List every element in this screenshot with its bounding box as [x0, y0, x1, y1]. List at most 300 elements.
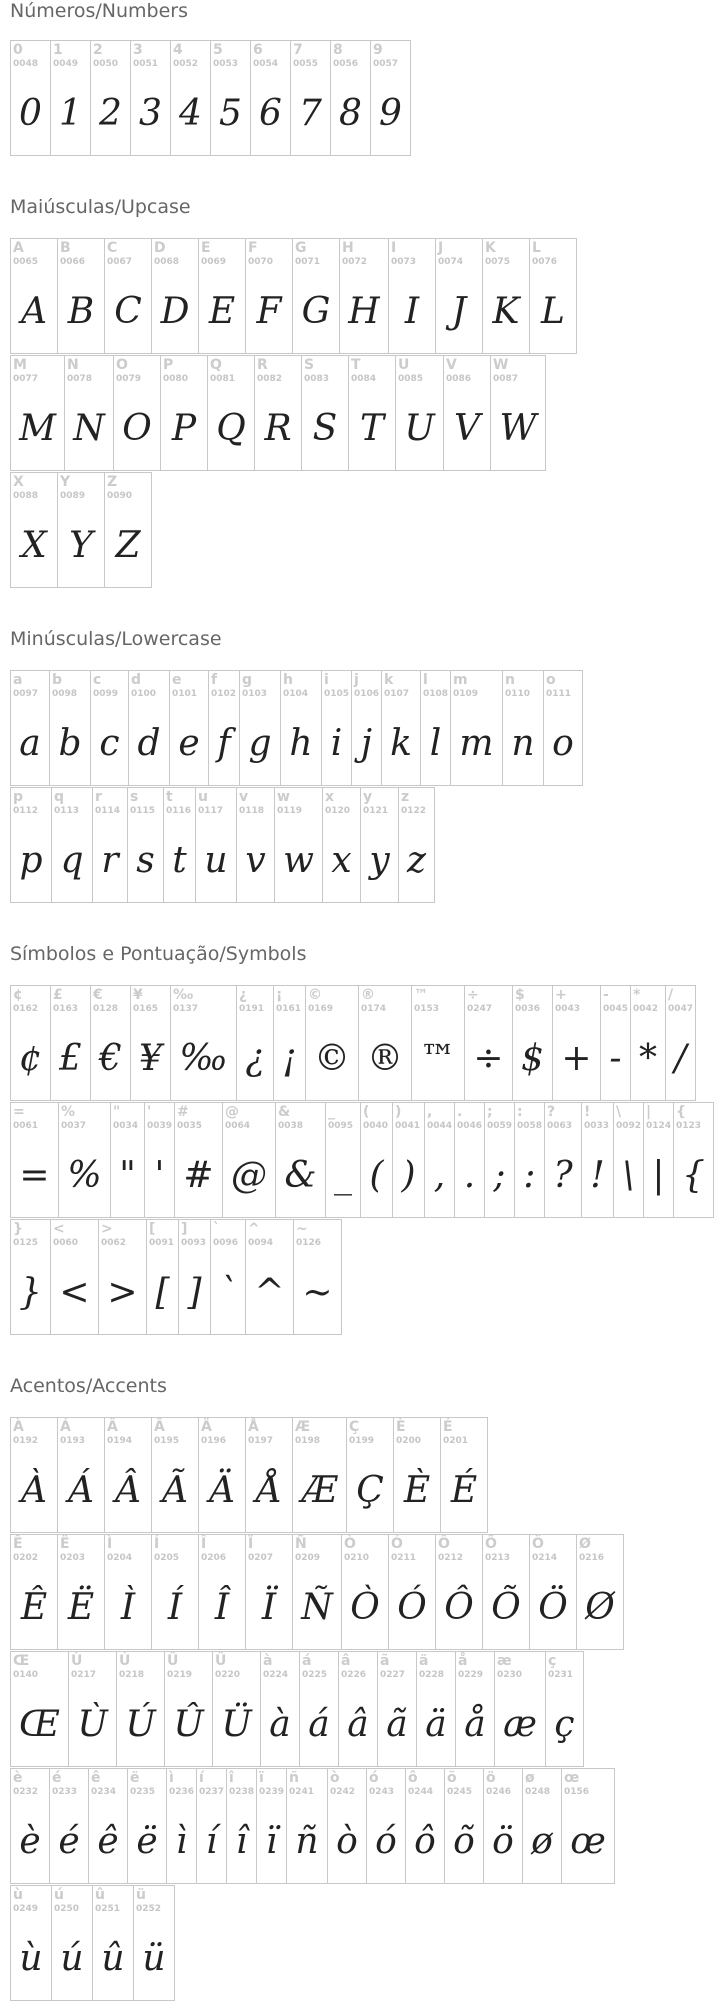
glyph-cell — [113, 355, 161, 471]
glyph-sample: ó — [375, 1821, 397, 1862]
glyph-character-label: j — [354, 672, 359, 688]
glyph-sample: å — [464, 1704, 486, 1745]
glyph-character-label: r — [95, 789, 102, 805]
glyph-sample: l — [429, 723, 442, 764]
glyph-sample: ; — [493, 1155, 506, 1196]
glyph-code-label: 0103 — [242, 689, 268, 699]
glyph-sample: Õ — [491, 1587, 521, 1628]
glyph-code-label: 0218 — [119, 1670, 145, 1680]
glyph-sample: D — [160, 291, 190, 332]
glyph-cell — [543, 670, 583, 786]
glyph-cell — [482, 1534, 530, 1650]
glyph-character-label: Ú — [119, 1653, 131, 1669]
glyph-sample: ¡ — [282, 1038, 297, 1079]
glyph-cell — [327, 1768, 367, 1884]
glyph-character-label: E — [201, 240, 211, 256]
glyph-sample: O — [122, 408, 152, 449]
glyph-cell — [416, 1651, 456, 1767]
glyph-sample: Ê — [20, 1587, 48, 1628]
glyph-sample: Ñ — [301, 1587, 333, 1628]
glyph-sample: m — [459, 723, 494, 764]
glyph-sample: o — [552, 723, 574, 764]
glyph-sample: à — [269, 1704, 291, 1745]
glyph-code-label: 0044 — [427, 1121, 453, 1131]
glyph-character-label: g — [242, 672, 253, 688]
glyph-code-label: 0209 — [295, 1553, 321, 1563]
glyph-code-label: 0062 — [101, 1238, 127, 1248]
glyph-cell — [544, 1102, 582, 1218]
glyph-character-label: ¥ — [133, 987, 143, 1003]
glyph-cell — [10, 1417, 58, 1533]
glyph-cell — [392, 1102, 425, 1218]
glyph-sample: $ — [521, 1038, 544, 1079]
glyph-sample: ã — [386, 1704, 408, 1745]
glyph-code-label: 0124 — [646, 1121, 672, 1131]
glyph-cell — [552, 985, 601, 1101]
glyph-character-label: ò — [330, 1770, 340, 1786]
glyph-code-label: 0057 — [373, 59, 399, 69]
glyph-sample: u — [204, 840, 228, 881]
glyph-code-label: 0070 — [248, 257, 274, 267]
glyph-cell — [222, 1102, 276, 1218]
glyph-code-label: 0047 — [668, 1004, 694, 1014]
glyph-code-label: 0082 — [257, 374, 283, 384]
glyph-sample: { — [682, 1155, 705, 1196]
glyph-code-label: 0203 — [60, 1553, 86, 1563]
glyph-sample: N — [73, 408, 105, 449]
glyph-sample: Ë — [67, 1587, 95, 1628]
section-title: Minúsculas/Lowercase — [10, 628, 222, 650]
glyph-code-label: 0165 — [133, 1004, 159, 1014]
glyph-code-label: 0033 — [584, 1121, 610, 1131]
glyph-character-label: T — [351, 357, 361, 373]
glyph-character-label: | — [646, 1104, 652, 1120]
glyph-code-label: 0109 — [453, 689, 479, 699]
glyph-sample: Ø — [585, 1587, 615, 1628]
glyph-cell — [522, 1768, 562, 1884]
glyph-character-label: B — [60, 240, 71, 256]
glyph-cell — [250, 40, 291, 156]
glyph-code-label: 0094 — [248, 1238, 274, 1248]
glyph-sample: Ã — [162, 1470, 188, 1511]
glyph-sample: 5 — [219, 93, 242, 134]
glyph-character-label: Å — [248, 1419, 259, 1435]
glyph-code-label: 0242 — [330, 1787, 356, 1797]
glyph-code-label: 0092 — [616, 1121, 642, 1131]
glyph-code-label: 0037 — [61, 1121, 87, 1131]
glyph-character-label: u — [198, 789, 208, 805]
glyph-code-label: 0236 — [169, 1787, 195, 1797]
glyph-cell — [360, 1102, 393, 1218]
glyph-sample: Ó — [397, 1587, 427, 1628]
glyph-sample: Ï — [261, 1587, 277, 1628]
glyph-character-label: ) — [395, 1104, 402, 1120]
glyph-code-label: 0115 — [130, 806, 156, 816]
glyph-cell — [170, 985, 237, 1101]
section-numbers — [0, 0, 661, 156]
glyph-cell — [151, 1534, 199, 1650]
glyph-code-label: 0128 — [93, 1004, 119, 1014]
glyph-character-label: # — [177, 1104, 189, 1120]
glyph-cell — [245, 1219, 294, 1335]
glyph-code-label: 0114 — [95, 806, 121, 816]
glyph-code-label: 0211 — [391, 1553, 417, 1563]
glyph-character-label: Û — [167, 1653, 179, 1669]
glyph-sample: õ — [453, 1821, 475, 1862]
glyph-cell — [338, 1651, 378, 1767]
glyph-cell — [10, 238, 58, 354]
glyph-cell — [151, 1417, 199, 1533]
glyph-character-label: ] — [181, 1221, 188, 1237]
glyph-code-label: 0067 — [107, 257, 133, 267]
glyph-character-label: Ü — [215, 1653, 227, 1669]
glyph-cell — [10, 787, 52, 903]
glyph-cell — [275, 1102, 326, 1218]
glyph-sample: d — [137, 723, 161, 764]
glyph-cell — [370, 40, 411, 156]
glyph-cell — [166, 1768, 197, 1884]
glyph-code-label: 0101 — [172, 689, 198, 699]
glyph-code-label: 0049 — [53, 59, 79, 69]
glyph-sample: _ — [334, 1155, 352, 1196]
glyph-code-label: 0113 — [54, 806, 80, 816]
glyph-character-label: i — [324, 672, 329, 688]
glyph-code-label: 0200 — [396, 1436, 422, 1446]
glyph-character-label: b — [52, 672, 63, 688]
glyph-cell — [346, 1417, 394, 1533]
glyph-sample: t — [172, 840, 187, 881]
glyph-cell — [51, 787, 93, 903]
glyph-character-label: % — [61, 1104, 76, 1120]
glyph-code-label: 0096 — [213, 1238, 239, 1248]
section-upcase — [0, 196, 661, 588]
glyph-sample: W — [499, 408, 537, 449]
glyph-cell — [613, 1102, 644, 1218]
glyph-cell — [116, 1651, 165, 1767]
glyph-code-label: 0118 — [239, 806, 265, 816]
glyph-code-label: 0108 — [423, 689, 449, 699]
glyph-cell — [398, 787, 435, 903]
glyph-sample: ‰ — [179, 1038, 228, 1079]
glyph-sample: ç — [554, 1704, 575, 1745]
glyph-character-label: c — [93, 672, 102, 688]
glyph-sample: X — [21, 525, 47, 566]
glyph-cell — [104, 472, 152, 588]
glyph-code-label: 0085 — [398, 374, 424, 384]
glyph-code-label: 0219 — [167, 1670, 193, 1680]
glyph-character-label: Ô — [438, 1536, 450, 1552]
glyph-character-label: € — [93, 987, 103, 1003]
glyph-code-label: 0247 — [467, 1004, 493, 1014]
glyph-code-label: 0230 — [497, 1670, 523, 1680]
glyph-cell — [10, 985, 51, 1101]
glyph-character-label: 9 — [373, 42, 383, 58]
glyph-character-label: J — [438, 240, 444, 256]
glyph-cell — [260, 1651, 300, 1767]
glyph-code-label: 0120 — [325, 806, 351, 816]
glyph-code-label: 0065 — [13, 257, 39, 267]
glyph-sample: Ç — [356, 1470, 384, 1511]
glyph-cell — [207, 355, 255, 471]
glyph-cell — [133, 1885, 175, 2001]
glyph-cell — [127, 1768, 167, 1884]
glyph-code-label: 0068 — [154, 257, 180, 267]
glyph-code-label: 0235 — [130, 1787, 156, 1797]
glyph-code-label: 0248 — [525, 1787, 551, 1797]
glyph-sample: á — [308, 1704, 330, 1745]
glyph-sample: Ô — [444, 1587, 474, 1628]
glyph-code-label: 0197 — [248, 1436, 274, 1446]
glyph-character-label: k — [384, 672, 394, 688]
glyph-cell — [411, 985, 465, 1101]
glyph-sample: é — [58, 1821, 80, 1862]
section-title: Acentos/Accents — [10, 1375, 167, 1397]
glyph-code-label: 0040 — [363, 1121, 389, 1131]
glyph-code-label: 0079 — [116, 374, 142, 384]
glyph-character-label: \ — [616, 1104, 622, 1120]
glyph-character-label: Ê — [13, 1536, 23, 1552]
glyph-code-label: 0066 — [60, 257, 86, 267]
glyph-character-label: h — [283, 672, 293, 688]
glyph-character-label: Ó — [391, 1536, 403, 1552]
glyph-cell — [92, 787, 128, 903]
glyph-sample: \ — [622, 1155, 635, 1196]
glyph-cell — [388, 1534, 436, 1650]
glyph-code-label: 0202 — [13, 1553, 39, 1563]
glyph-cell — [195, 787, 237, 903]
glyph-cell — [377, 1651, 417, 1767]
glyph-cell — [545, 1651, 584, 1767]
glyph-sample: s — [136, 840, 155, 881]
glyph-code-label: 0169 — [308, 1004, 334, 1014]
glyph-character-label: ; — [487, 1104, 493, 1120]
glyph-cell — [10, 670, 50, 786]
glyph-character-label: Ø — [579, 1536, 591, 1552]
glyph-code-label: 0252 — [136, 1904, 162, 1914]
glyph-cell — [444, 1768, 484, 1884]
glyph-character-label: ê — [91, 1770, 101, 1786]
glyph-character-label: - — [603, 987, 609, 1003]
glyph-character-label: S — [304, 357, 315, 373]
glyph-code-label: 0071 — [295, 257, 321, 267]
glyph-cell — [576, 1534, 624, 1650]
glyph-code-label: 0194 — [107, 1436, 133, 1446]
glyph-cell — [208, 670, 240, 786]
glyph-code-label: 0035 — [177, 1121, 203, 1131]
glyph-character-label: Ì — [107, 1536, 113, 1552]
glyph-character-label: ü — [136, 1887, 146, 1903]
glyph-sample: Y — [69, 525, 93, 566]
glyph-character-label: * — [633, 987, 641, 1003]
glyph-sample: G — [301, 291, 331, 332]
glyph-cell — [358, 985, 412, 1101]
glyph-character-label: È — [396, 1419, 406, 1435]
glyph-character-label: ä — [419, 1653, 429, 1669]
glyph-character-label: 1 — [53, 42, 63, 58]
glyph-cell — [256, 1768, 287, 1884]
glyph-code-label: 0110 — [505, 689, 531, 699]
glyph-character-label: Â — [107, 1419, 118, 1435]
glyph-character-label: e — [172, 672, 182, 688]
glyph-code-label: 0046 — [457, 1121, 483, 1131]
glyph-code-label: 0204 — [107, 1553, 133, 1563]
glyph-sample: 6 — [259, 93, 282, 134]
glyph-sample: Ì — [120, 1587, 136, 1628]
glyph-cell — [198, 238, 246, 354]
glyph-character-label: [ — [149, 1221, 156, 1237]
glyph-sample: + — [561, 1038, 592, 1079]
glyph-cell — [50, 1219, 99, 1335]
glyph-sample: î — [235, 1821, 248, 1862]
glyph-sample: V — [454, 408, 480, 449]
glyph-sample: 4 — [179, 93, 202, 134]
glyph-character-label: õ — [447, 1770, 457, 1786]
glyph-character-label: y — [363, 789, 373, 805]
glyph-cell — [92, 1885, 134, 2001]
glyph-code-label: 0056 — [333, 59, 359, 69]
glyph-character-label: w — [277, 789, 290, 805]
glyph-cell — [464, 985, 513, 1101]
glyph-character-label: O — [116, 357, 128, 373]
glyph-cell — [290, 40, 331, 156]
glyph-cell — [254, 355, 302, 471]
glyph-code-label: 0069 — [201, 257, 227, 267]
glyph-cell — [286, 1768, 328, 1884]
glyph-sample: w — [283, 840, 314, 881]
glyph-sample: ê — [97, 1821, 119, 1862]
glyph-sample: H — [348, 291, 380, 332]
glyph-character-label: q — [54, 789, 65, 805]
glyph-character-label: 4 — [173, 42, 183, 58]
glyph-sample: p — [19, 840, 43, 881]
glyph-sample: ä — [425, 1704, 447, 1745]
glyph-cell — [483, 1768, 523, 1884]
glyph-character-label: á — [302, 1653, 312, 1669]
glyph-cell — [174, 1102, 223, 1218]
glyph-character-label: â — [341, 1653, 351, 1669]
glyph-cell — [299, 1651, 339, 1767]
glyph-code-label: 0086 — [446, 374, 472, 384]
glyph-cell — [420, 670, 451, 786]
glyph-code-label: 0051 — [133, 59, 159, 69]
glyph-cell — [424, 1102, 455, 1218]
glyph-character-label: Ä — [201, 1419, 212, 1435]
glyph-cell — [330, 40, 371, 156]
glyph-character-label: ` — [213, 1221, 220, 1237]
glyph-cell — [210, 40, 251, 156]
glyph-cell — [130, 40, 171, 156]
glyph-code-label: 0238 — [229, 1787, 255, 1797]
glyph-character-label: v — [239, 789, 249, 805]
glyph-cell — [305, 985, 359, 1101]
glyph-code-label: 0107 — [384, 689, 410, 699]
glyph-cell — [104, 238, 152, 354]
glyph-cell — [104, 1417, 152, 1533]
glyph-character-label: F — [248, 240, 258, 256]
glyph-cell — [64, 355, 114, 471]
glyph-character-label: & — [278, 1104, 291, 1120]
glyph-cell — [502, 670, 544, 786]
glyph-character-label: m — [453, 672, 468, 688]
glyph-cell — [292, 238, 340, 354]
glyph-code-label: 0090 — [107, 491, 133, 501]
glyph-cell — [50, 985, 91, 1101]
glyph-code-label: 0058 — [517, 1121, 543, 1131]
glyph-character-label: Ë — [60, 1536, 70, 1552]
glyph-code-label: 0097 — [13, 689, 39, 699]
glyph-sample: ô — [414, 1821, 436, 1862]
glyph-character-label: , — [427, 1104, 433, 1120]
glyph-code-label: 0137 — [173, 1004, 199, 1014]
glyph-code-label: 0041 — [395, 1121, 421, 1131]
glyph-code-label: 0191 — [239, 1004, 265, 1014]
glyph-code-label: 0196 — [201, 1436, 227, 1446]
glyph-cell — [393, 1417, 441, 1533]
glyph-code-label: 0059 — [487, 1121, 513, 1131]
glyph-character-label: Î — [201, 1536, 207, 1552]
glyph-code-label: 0091 — [149, 1238, 175, 1248]
glyph-character-label: W — [493, 357, 509, 373]
glyph-sample: Ü — [221, 1704, 252, 1745]
glyph-sample: Æ — [301, 1470, 338, 1511]
glyph-sample: f — [217, 723, 231, 764]
glyph-character-label: 3 — [133, 42, 143, 58]
glyph-cell — [90, 40, 131, 156]
glyph-cell — [104, 1534, 152, 1650]
glyph-code-label: 0250 — [54, 1904, 80, 1914]
glyph-sample: ~ — [302, 1272, 333, 1313]
glyph-cell — [130, 985, 171, 1101]
glyph-cell — [360, 787, 399, 903]
glyph-cell — [236, 985, 274, 1101]
glyph-character-label: ö — [486, 1770, 496, 1786]
glyph-cell — [239, 670, 281, 786]
glyph-cell — [245, 238, 293, 354]
glyph-character-label: X — [13, 474, 24, 490]
glyph-code-label: 0192 — [13, 1436, 39, 1446]
glyph-sample: C — [114, 291, 142, 332]
glyph-cell — [198, 1534, 246, 1650]
glyph-cell — [341, 1534, 389, 1650]
glyph-sample: h — [289, 723, 313, 764]
glyph-sample: À — [21, 1470, 47, 1511]
glyph-sample: ¢ — [19, 1038, 42, 1079]
glyph-sample: ï — [265, 1821, 278, 1862]
glyph-sample: Œ — [19, 1704, 60, 1745]
glyph-code-label: 0231 — [548, 1670, 574, 1680]
glyph-sample: M — [19, 408, 56, 449]
glyph-character-label: Œ — [13, 1653, 30, 1669]
glyph-cell — [210, 1219, 246, 1335]
glyph-code-label: 0102 — [211, 689, 237, 699]
glyph-sample: E — [208, 291, 236, 332]
glyph-character-label: £ — [53, 987, 63, 1003]
glyph-character-label: Y — [60, 474, 71, 490]
glyph-code-label: 0216 — [579, 1553, 605, 1563]
glyph-sample: / — [674, 1038, 687, 1079]
glyph-character-label: ë — [130, 1770, 140, 1786]
glyph-sample: g — [248, 723, 272, 764]
glyph-cell — [128, 670, 170, 786]
glyph-code-label: 0245 — [447, 1787, 473, 1797]
glyph-sample: É — [450, 1470, 478, 1511]
glyph-character-label: ^ — [248, 1221, 260, 1237]
glyph-character-label: ® — [361, 987, 375, 1003]
glyph-sample: ' — [154, 1155, 165, 1196]
glyph-code-label: 0052 — [173, 59, 199, 69]
glyph-cell — [10, 472, 58, 588]
glyph-character-label: > — [101, 1221, 113, 1237]
